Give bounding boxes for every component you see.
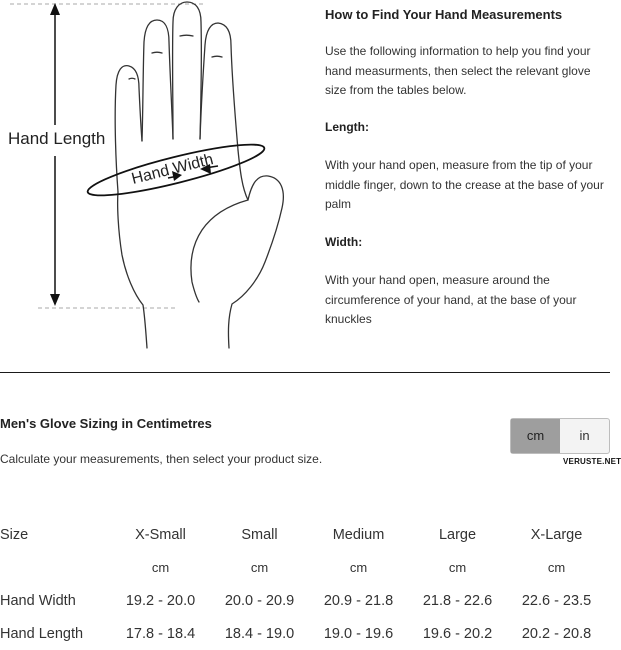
unit-option-cm[interactable]: cm bbox=[511, 419, 560, 453]
section-divider bbox=[0, 372, 610, 373]
table-cell: 20.9 - 21.8 bbox=[323, 592, 394, 609]
table-header-cell: Small bbox=[241, 526, 278, 543]
table-cell: 20.0 - 20.9 bbox=[224, 592, 295, 609]
table-cell: 18.4 - 19.0 bbox=[224, 625, 295, 642]
table-header-cell: X-Large bbox=[530, 526, 583, 543]
unit-toggle[interactable] bbox=[510, 418, 610, 454]
instructions-intro: Use the following information to help you find your hand measurments, then select the relevant glove size from the tables below. bbox=[325, 44, 591, 97]
hand-measurement-diagram bbox=[0, 0, 310, 350]
table-header-cell: Medium bbox=[332, 526, 385, 543]
width-instructions: With your hand open, measure around the circumference of your hand, at the base of your knuckles bbox=[325, 273, 577, 326]
hand-length-label: Hand Length bbox=[8, 129, 106, 148]
table-cell: 21.8 - 22.6 bbox=[422, 592, 493, 609]
table-units-row bbox=[0, 551, 606, 584]
table-row-label: Hand Width bbox=[0, 592, 76, 609]
table-cell bbox=[0, 551, 111, 584]
sizing-title: Men's Glove Sizing in Centimetres bbox=[0, 416, 212, 431]
sizing-subtitle: Calculate your measurements, then select your product size. bbox=[0, 452, 323, 466]
table-cell: 19.6 - 20.2 bbox=[422, 625, 493, 642]
table-header-cell: Large bbox=[438, 526, 477, 543]
table-cell: 20.2 - 20.8 bbox=[521, 625, 592, 642]
table-row-label: Hand Length bbox=[0, 625, 84, 642]
table-cell: 17.8 - 18.4 bbox=[125, 625, 196, 642]
table-header-cell: Size bbox=[0, 526, 29, 543]
table-cell: cm bbox=[547, 560, 566, 575]
watermark: VERUSTE.NET bbox=[563, 457, 621, 466]
table-cell: cm bbox=[151, 560, 170, 575]
glove-size-table bbox=[0, 518, 606, 650]
instructions-title: How to Find Your Hand Measurements bbox=[325, 7, 563, 22]
table-cell: cm bbox=[448, 560, 467, 575]
table-row bbox=[0, 617, 606, 650]
table-header-row bbox=[0, 518, 606, 551]
table-header-cell: X-Small bbox=[135, 526, 186, 543]
table-cell: 22.6 - 23.5 bbox=[521, 592, 592, 609]
unit-option-in[interactable]: in bbox=[579, 428, 590, 443]
table-cell: 19.2 - 20.0 bbox=[125, 592, 196, 609]
hand-illustration bbox=[0, 0, 310, 350]
hand-width-label: Hand Width bbox=[129, 151, 216, 188]
length-instructions: With your hand open, measure from the tip of your middle finger, down to the crease at the base of your palm bbox=[325, 158, 604, 211]
table-row bbox=[0, 584, 606, 617]
table-cell: 19.0 - 19.6 bbox=[323, 625, 394, 642]
length-heading: Length: bbox=[325, 120, 369, 134]
table-cell: cm bbox=[250, 560, 269, 575]
table-cell: cm bbox=[349, 560, 368, 575]
width-heading: Width: bbox=[325, 235, 363, 249]
